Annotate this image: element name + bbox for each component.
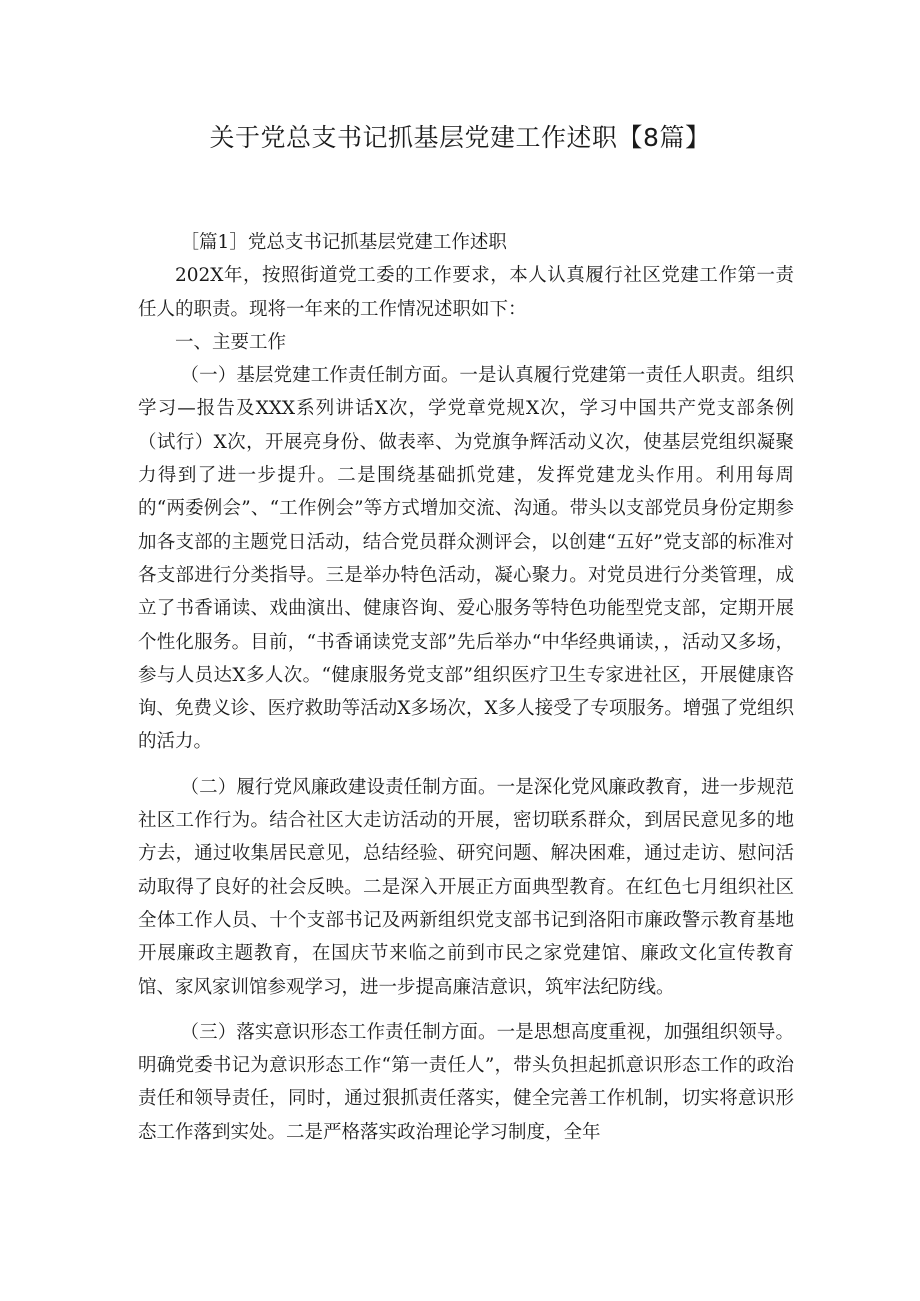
document-body	[138, 226, 794, 1149]
document-title: 关于党总支书记抓基层党建工作述职【8篇】	[209, 123, 711, 152]
paragraph: 202X年，按照街道党工委的工作要求，本人认真履行社区党建工作第一责任人的职责。现将一年来的工作情况述职如下：	[138, 265, 794, 320]
paragraph: 一、主要工作	[175, 331, 287, 353]
paragraph: （二）履行党风廉政建设责任制方面。一是深化党风廉政教育，进一步规范社区工作行为。结合社区大走访活动的开展，密切联系群众，到居民意见多的地方去，通过收集居民意见，总结经验、研究问题、解决困难，通过走访、慰问活动取得了良好的社会反映。二是深入开展正方面典型教育。在红色七月组织社区全体工作人员、十个支部书记及两新组织党支部书记到洛阳市廉政警示教育基地开展廉政主题教育，在国庆节来临之前到市民之家党建馆、廉政文化宣传教育馆、家风家训馆参观学习，进一步提高廉洁意识，筑牢法纪防线。	[138, 776, 794, 998]
paragraph: （三）落实意识形态工作责任制方面。一是思想高度重视，加强组织领导。明确党委书记为意识形态工作“第一责任人”，带头负担起抓意识形态工作的政治责任和领导责任，同时，通过狠抓责任落实，健全完善工作机制，切实将意识形态工作落到实处。二是严格落实政治理论学习制度，全年	[138, 1021, 794, 1143]
paragraph: （一）基层党建工作责任制方面。一是认真履行党建第一责任人职责。组织学习—报告及XXX系列讲话X次，学党章党规X次，学习中国共产党支部条例（试行）X次，开展亮身份、做表率、为党旗争辉活动义次，使基层党组织凝聚力得到了进一步提升。二是围绕基础抓党建，发挥党建龙头作用。利用每周的“两委例会”、“工作例会”等方式增加交流、沟通。带头以支部党员身份定期参加各支部的主题党日活动，结合党员群众测评会，以创建“五好”党支部的标准对各支部进行分类指导。三是举办特色活动，凝心聚力。对党员进行分类管理，成立了书香诵读、戏曲演出、健康咨询、爱心服务等特色功能型党支部，定期开展个性化服务。目前，“书香诵读党支部”先后举办“中华经典诵读，，活动又多场，参与人员达X多人次。“健康服务党支部”组织医疗卫生专家进社区，开展健康咨询、免费义诊、医疗救助等活动X多场次，X多人接受了专项服务。增强了党组织的活力。	[138, 365, 794, 753]
section-heading: ［篇1］党总支书记抓基层党建工作述职	[180, 232, 507, 253]
